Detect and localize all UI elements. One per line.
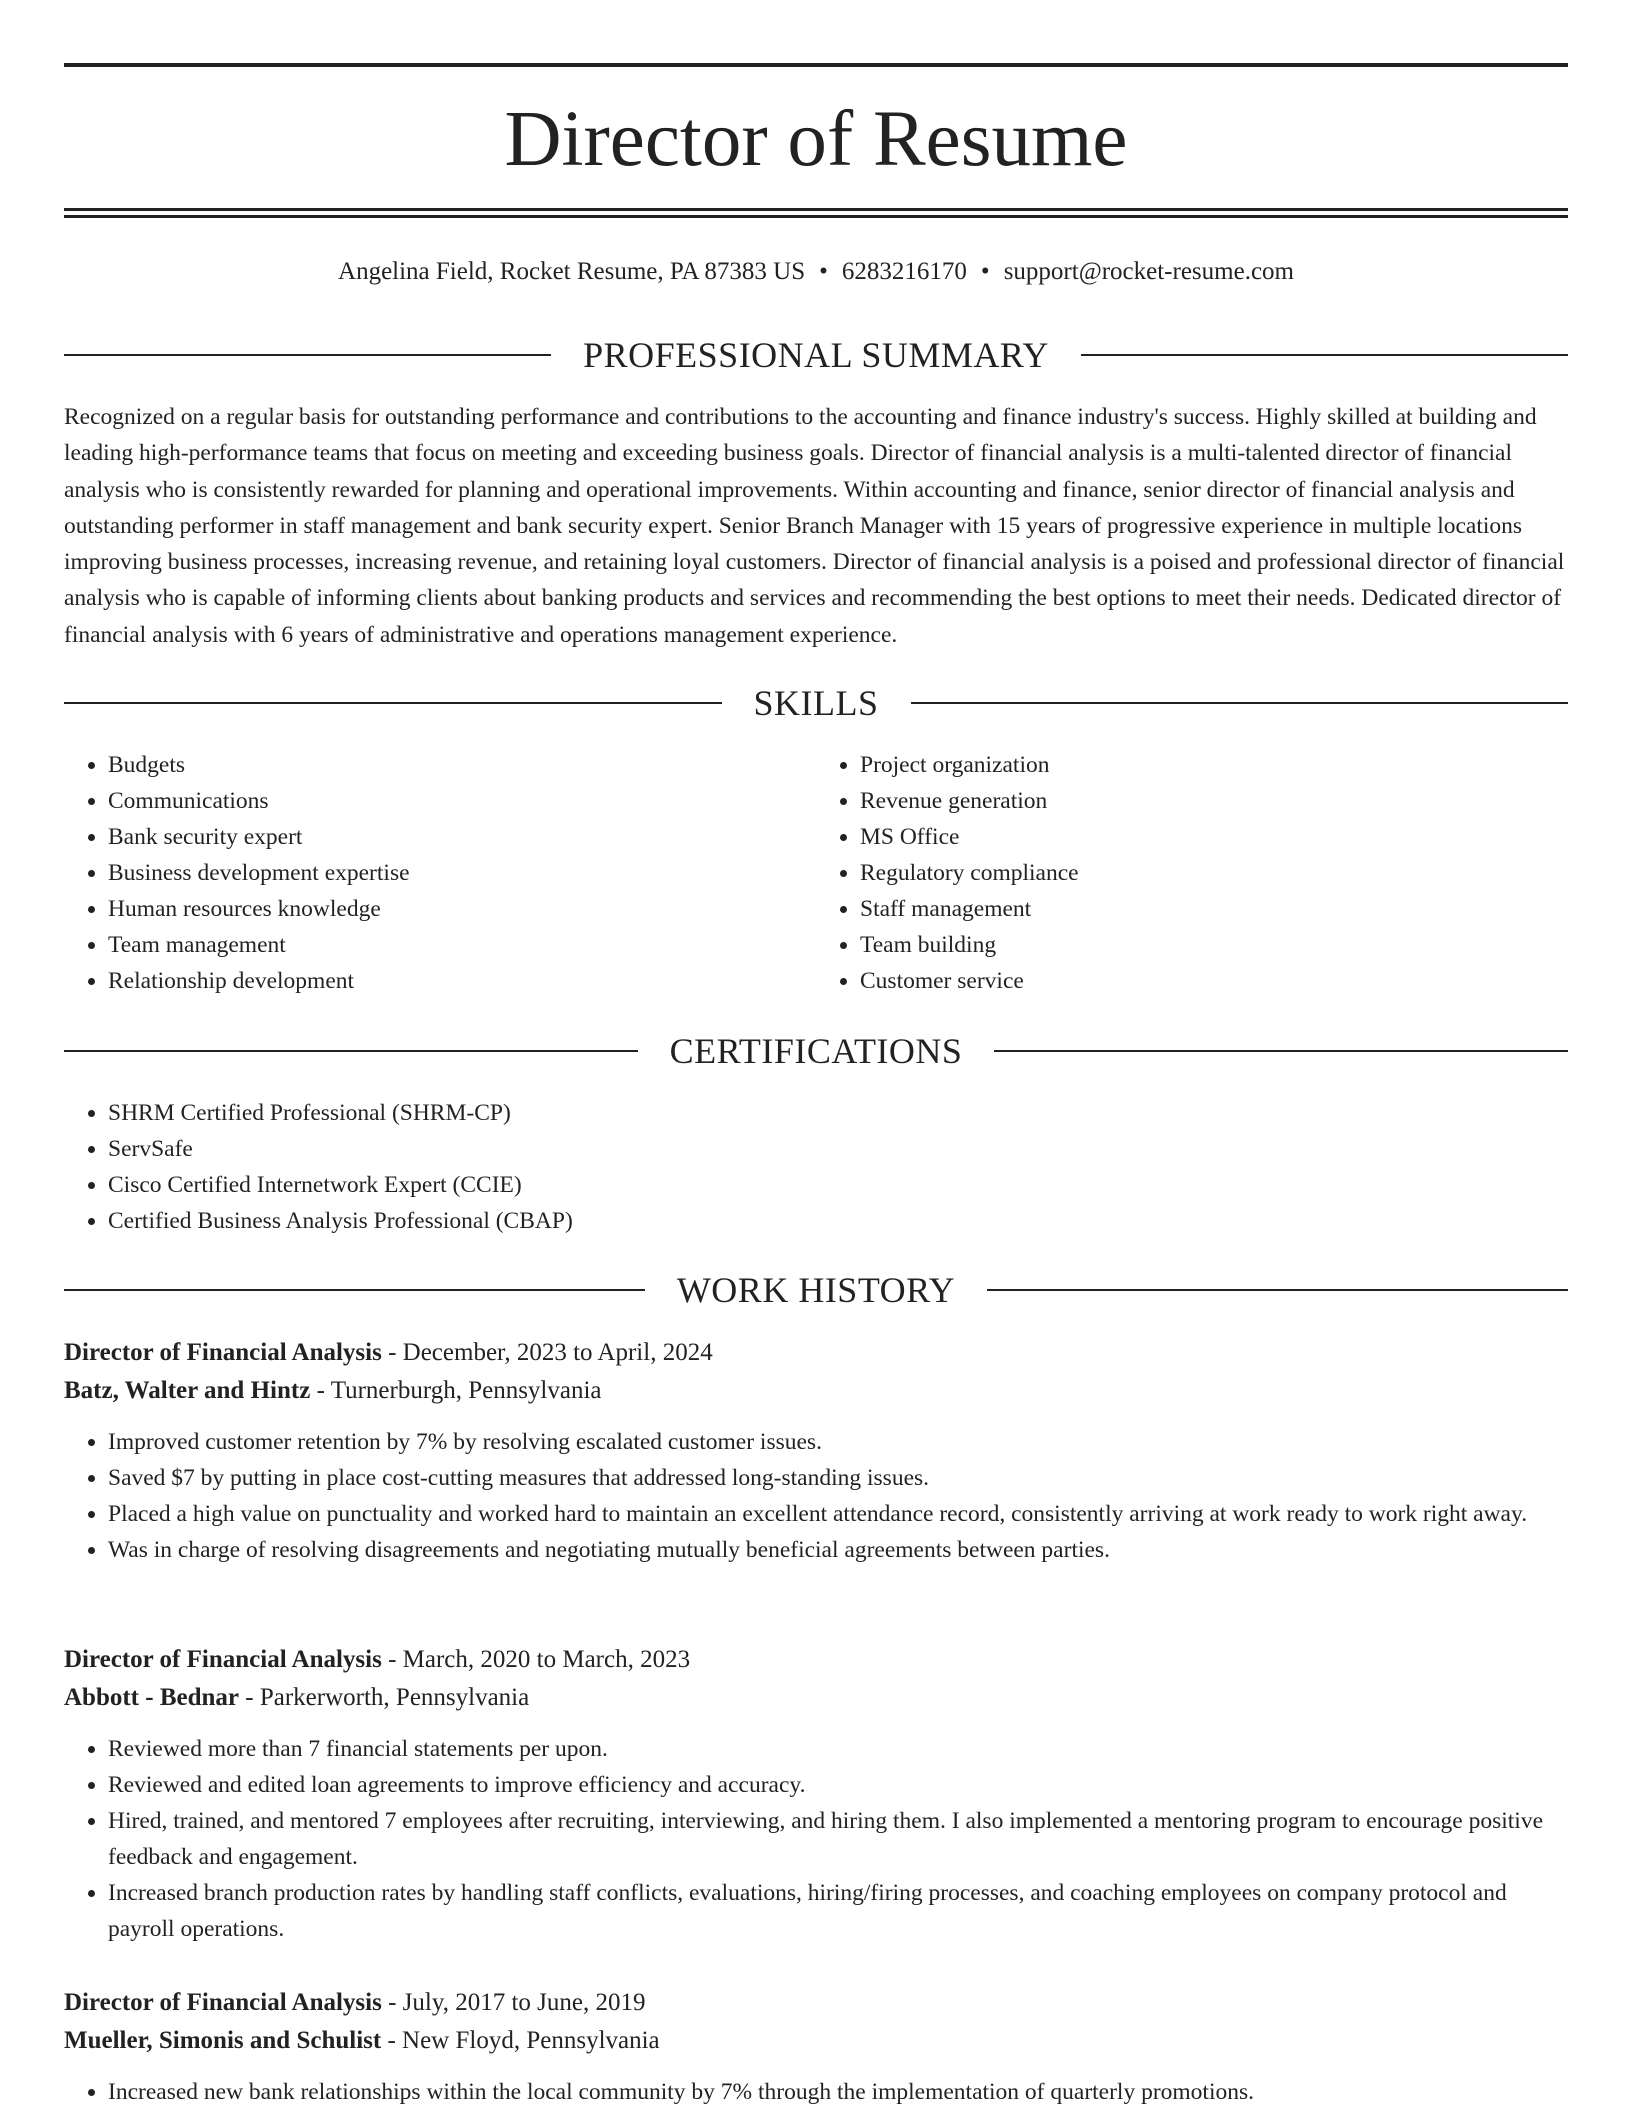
skill-item: • Bank security expert [108, 819, 816, 855]
skill-item: • Revenue generation [860, 783, 1568, 819]
job-bullet: • Increased branch production rates by handling staff conflicts, evaluations, hiring/firing processes, and coaching employees on company protocol and payroll operations. [108, 1875, 1568, 1947]
certification-item: • Cisco Certified Internetwork Expert (CCIE) [108, 1167, 1568, 1203]
job-entry [64, 1984, 1568, 2110]
job-company: Mueller, Simonis and Schulist [64, 2027, 382, 2054]
job-location: Parkerworth, Pennsylvania [259, 1684, 530, 1711]
skill-item: • Human resources knowledge [108, 891, 816, 927]
skill-item: • Customer service [860, 963, 1568, 999]
skill-item: • Relationship development [108, 963, 816, 999]
job-bullet: • Reviewed and edited loan agreements to improve efficiency and accuracy. [108, 1767, 1568, 1803]
heading-rule [64, 354, 551, 356]
job-title: Director of Financial Analysis [64, 1989, 382, 2016]
skill-item: • Budgets [108, 747, 816, 783]
job-company: Abbott - Bednar [64, 1684, 240, 1711]
section-title: PROFESSIONAL SUMMARY [583, 335, 1049, 375]
skill-item: • Business development expertise [108, 855, 816, 891]
job-dates: December, 2023 to April, 2024 [402, 1339, 713, 1366]
section-heading-work-history [64, 1270, 1568, 1310]
job-bullet: • Increased new bank relationships within the local community by 7% through the implementation of quarterly promotions. [108, 2074, 1568, 2110]
skills-column-left [64, 747, 816, 999]
job-bullet: • Placed a high value on punctuality and worked hard to maintain an excellent attendance record, consistently arriving at work ready to work right away. [108, 1496, 1568, 1532]
job-entry [64, 1641, 1568, 1947]
skill-item: • Regulatory compliance [860, 855, 1568, 891]
skill-item: • Communications [108, 783, 816, 819]
job-company-row: Abbott - Bednar - Parkerworth, Pennsylvania [64, 1684, 530, 1711]
job-title: Director of Financial Analysis [64, 1339, 382, 1366]
skill-item: • MS Office [860, 819, 1568, 855]
contact-separator: • [980, 258, 990, 285]
contact-line [64, 254, 1568, 290]
job-bullets [64, 1731, 1568, 1947]
section-title: WORK HISTORY [676, 1270, 956, 1310]
heading-rule [911, 702, 1569, 704]
job-dates: July, 2017 to June, 2019 [402, 1989, 646, 2016]
job-company-row: Batz, Walter and Hintz - Turnerburgh, Pennsylvania [64, 1377, 602, 1404]
job-bullet: • Was in charge of resolving disagreements and negotiating mutually beneficial agreements between parties. [108, 1532, 1568, 1568]
job-location: Turnerburgh, Pennsylvania [330, 1377, 602, 1404]
job-company: Batz, Walter and Hintz [64, 1377, 311, 1404]
section-title: CERTIFICATIONS [669, 1031, 963, 1071]
job-dates: March, 2020 to March, 2023 [402, 1646, 691, 1673]
top-rule [64, 63, 1568, 67]
certification-item: • ServSafe [108, 1131, 1568, 1167]
section-heading-certifications [64, 1031, 1568, 1071]
skill-item: • Team building [860, 927, 1568, 963]
resume-title: Director of Resume [504, 96, 1128, 183]
job-bullets [64, 1424, 1568, 1568]
job-entry [64, 1334, 1568, 1568]
heading-rule [64, 702, 722, 704]
skills-column-right [816, 747, 1568, 999]
skills-columns [64, 747, 1568, 999]
job-title-row: Director of Financial Analysis - July, 2017 to June, 2019 [64, 1989, 646, 2016]
job-title-row: Director of Financial Analysis - March, 2020 to March, 2023 [64, 1646, 691, 1673]
contact-email: support@rocket-resume.com [1003, 258, 1294, 285]
job-company-row: Mueller, Simonis and Schulist - New Floyd, Pennsylvania [64, 2027, 660, 2054]
certifications-list [64, 1095, 1568, 1239]
contact-address: Angelina Field, Rocket Resume, PA 87383 US [338, 258, 806, 285]
heading-rule [64, 1050, 638, 1052]
skill-item: • Team management [108, 927, 816, 963]
certification-item: • SHRM Certified Professional (SHRM-CP) [108, 1095, 1568, 1131]
job-bullet: • Hired, trained, and mentored 7 employees after recruiting, interviewing, and hiring them. I also implemented a mentoring program to encourage positive feedback and engagement. [108, 1803, 1568, 1875]
skills-list-left [64, 747, 816, 999]
job-title-row: Director of Financial Analysis - December, 2023 to April, 2024 [64, 1339, 713, 1366]
skill-item: • Staff management [860, 891, 1568, 927]
job-title: Director of Financial Analysis [64, 1646, 382, 1673]
job-bullet: • Saved $7 by putting in place cost-cutting measures that addressed long-standing issues. [108, 1460, 1568, 1496]
heading-rule [994, 1050, 1568, 1052]
certifications-block [64, 1095, 1568, 1239]
job-bullet: • Reviewed more than 7 financial statements per upon. [108, 1731, 1568, 1767]
section-heading-summary [64, 335, 1568, 375]
job-location: New Floyd, Pennsylvania [402, 2027, 660, 2054]
summary-paragraph: Recognized on a regular basis for outstanding performance and contributions to the accounting and finance industry's success. Highly skilled at building and leading high-performance teams that focus on meeting and exceeding business goals. Director of financial analysis is a multi-talented director of financial analysis who is consistently rewarded for planning and operational improvements. Within accounting and finance, senior director of financial analysis and outstanding performer in staff management and bank security expert. Senior Branch Manager with 15 years of progressive experience in multiple locations improving business processes, increasing revenue, and retaining loyal customers. Director of financial analysis is a poised and professional director of financial analysis who is capable of informing clients about banking products and services and recommending the best options to meet their needs. Dedicated director of financial analysis with 6 years of administrative and operations management experience. [64, 404, 1565, 648]
job-bullets [64, 2074, 1568, 2110]
title-double-rule [64, 208, 1568, 218]
heading-rule [64, 1289, 645, 1291]
heading-rule [987, 1289, 1568, 1291]
job-bullet: • Improved customer retention by 7% by resolving escalated customer issues. [108, 1424, 1568, 1460]
skill-item: • Project organization [860, 747, 1568, 783]
certification-item: • Certified Business Analysis Professional (CBAP) [108, 1203, 1568, 1239]
contact-phone: 6283216170 [841, 258, 967, 285]
skills-list-right [816, 747, 1568, 999]
heading-rule [1081, 354, 1568, 356]
section-heading-skills [64, 683, 1568, 723]
contact-separator: • [819, 258, 828, 285]
section-title: SKILLS [753, 683, 879, 723]
